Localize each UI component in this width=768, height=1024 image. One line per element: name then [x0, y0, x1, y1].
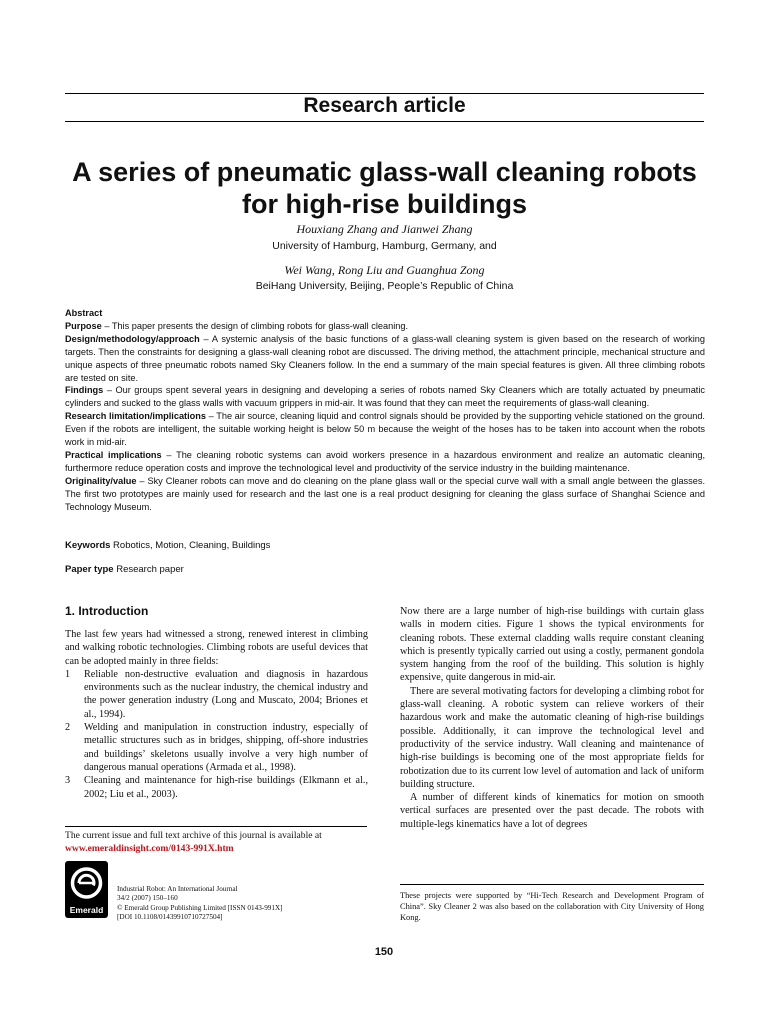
list-text: Reliable non-destructive evaluation and diagnosis in hazardous environments such as the nuclear industry, the chemical industry and the power generation industry (Long and Muscato, 2004; Briones et al., 1994). — [84, 668, 368, 720]
article-title: A series of pneumatic glass-wall cleaning robots for high-rise buildings — [72, 157, 697, 219]
archive-rule — [65, 826, 367, 827]
intro-paragraph-1: The last few years had witnessed a strong, renewed interest in climbing and walking robotic technologies. Climbing robots are useful devices that can be adopted mainly in three fields: — [65, 629, 368, 667]
abstract-limitations-text: – The air source, cleaning liquid and control signals should be provided by the supporting vehicle stationed on the ground. Even if the robots are intelligent, the suitable working height is below 50 m because the weight of the hoses has to be taken into account when the robots work in mid-air. — [65, 411, 705, 448]
author-group-2: Wei Wang, Rong Liu and Guanghua Zong — [284, 263, 485, 277]
list-text: Cleaning and maintenance for high-rise buildings (Elkmann et al., 2002; Liu et al., 2003). — [84, 775, 368, 800]
list-item — [65, 721, 368, 774]
intro-right-paragraph-1: Now there are a large number of high-rise buildings with curtain glass walls in modern cities. Figure 1 shows the typical environments for cleaning robots. These external cladding walls require constant cleaning which is presently typically carried out using a costly, permanent gondola system hanging from the roof of the building. This solution is highly expensive, quite dangerous in mid-air. — [400, 606, 704, 684]
affiliation-2: BeiHang University, Beijing, People’s Republic of China — [255, 280, 514, 292]
abstract-findings-text: – Our groups spent several years in designing and developing a series of robots named Sky Cleaners which are totally actuated by pneumatic cylinders and sucked to the glass walls with vacuum grippers in mid-air. It was found that they can meet the requirements of glass-wall cleaning. — [65, 385, 705, 409]
abstract-design-label: Design/methodology/approach — [65, 333, 200, 344]
abstract-design-text: – A systemic analysis of the basic functions of a glass-wall cleaning system is given based on the research of working targets. Then the constraints for designing a glass-wall cleaning robot are discussed. The driving method, the attachment principle, mechanical structure and unique aspects of three pneumatic robots named Sky Cleaners follow. In the end a summary of the main special features is given. All three climbing robots are tested on site. — [65, 333, 705, 383]
abstract-limitations — [65, 410, 705, 449]
section-label: Research article — [303, 94, 466, 117]
paper-type — [65, 564, 184, 575]
abstract-originality — [65, 475, 705, 514]
footnote-rule — [400, 884, 704, 885]
archive-text: The current issue and full text archive of this journal is available at — [65, 830, 322, 841]
page-number: 150 — [374, 946, 394, 958]
list-number: 3 — [65, 775, 71, 787]
abstract-originality-text: – Sky Cleaner robots can move and do cleaning on the plane glass wall or the special curve wall with a small angle between the glasses. The first two prototypes are mainly used for research and the last one is a real product designing for cleaning the glass surface of Shanghai Science and Technology Museum. — [65, 475, 705, 512]
abstract-limitations-label: Research limitation/implications — [65, 411, 206, 422]
abstract-originality-label: Originality/value — [65, 475, 137, 486]
logo-wordmark: Emerald — [69, 905, 104, 915]
publisher: © Emerald Group Publishing Limited [ISSN 0143-991X] — [117, 903, 283, 912]
intro-heading: 1. Introduction — [65, 604, 149, 618]
emerald-logo — [65, 861, 108, 918]
journal-name: Industrial Robot: An International Journal — [117, 885, 238, 893]
journal-volume: 34/2 (2007) 150–160 — [117, 894, 178, 903]
section-rule — [65, 121, 704, 122]
abstract-heading: Abstract — [65, 308, 103, 318]
abstract-design — [65, 333, 705, 385]
journal-link[interactable]: www.emeraldinsight.com/0143-991X.htm — [65, 843, 234, 854]
keywords-label: Keywords — [65, 540, 111, 551]
left-column — [65, 628, 368, 801]
doi: [DOI 10.1108/01439910710727504] — [117, 913, 223, 922]
keywords — [65, 540, 270, 551]
abstract-purpose — [65, 320, 705, 333]
list-number: 2 — [65, 722, 71, 734]
abstract-purpose-label: Purpose — [65, 320, 102, 331]
paper-type-label: Paper type — [65, 564, 114, 575]
author-group-1: Houxiang Zhang and Jianwei Zhang — [296, 222, 473, 236]
abstract-practical-text: – The cleaning robotic systems can avoid workers presence in a hazardous environment and realize an automatic cleaning, furthermore reduce operation costs and improve the technological level and productivity of the service industry in the building maintenance. — [65, 449, 705, 473]
list-number: 1 — [65, 668, 71, 680]
abstract-purpose-text: – This paper presents the design of climbing robots for glass-wall cleaning. — [101, 320, 409, 331]
abstract — [65, 307, 705, 514]
archive-note — [65, 829, 375, 855]
intro-right-paragraph-3: A number of different kinds of kinematics for motion on smooth vertical surfaces are presented over the past decade. The robots with multiple-legs kinematics have a lot of degrees — [400, 792, 704, 830]
affiliation-1: University of Hamburg, Hamburg, Germany, and — [272, 240, 497, 252]
abstract-findings-label: Findings — [65, 385, 104, 396]
keywords-value: Robotics, Motion, Cleaning, Buildings — [113, 540, 271, 551]
list-item — [65, 774, 368, 801]
publication-info — [117, 885, 283, 923]
intro-right-paragraph-2: There are several motivating factors for developing a climbing robot for glass-wall cleaning. A robotic system can relieve workers of their hazardous work and make the automatic cleaning of high-rise buildings possible. Additionally, it can improve the technological level and productivity of the service industry. Wall cleaning and maintenance of high-rise buildings is becoming one of the most appropriate fields for robotization due to its current low level of automation and lack of uniform building structure. — [400, 685, 704, 790]
emerald-logo-icon — [65, 861, 108, 918]
funding-footnote: These projects were supported by “Hi-Tech Research and Development Program of China”. Sky Cleaner 2 was also based on the collaboration with City University of Hong Kong. — [400, 891, 704, 922]
abstract-practical-label: Practical implications — [65, 449, 162, 460]
list-item — [65, 668, 368, 721]
abstract-findings — [65, 384, 705, 410]
paper-type-value: Research paper — [116, 564, 184, 575]
list-text: Welding and manipulation in construction industry, especially of metallic structures such as in bridges, shipping, off-shore industries and buildings’ skeletons usually involve a very high number of dangerous manual operations (Armada et al., 1998). — [84, 722, 368, 773]
right-column — [400, 605, 704, 831]
abstract-practical — [65, 449, 705, 475]
